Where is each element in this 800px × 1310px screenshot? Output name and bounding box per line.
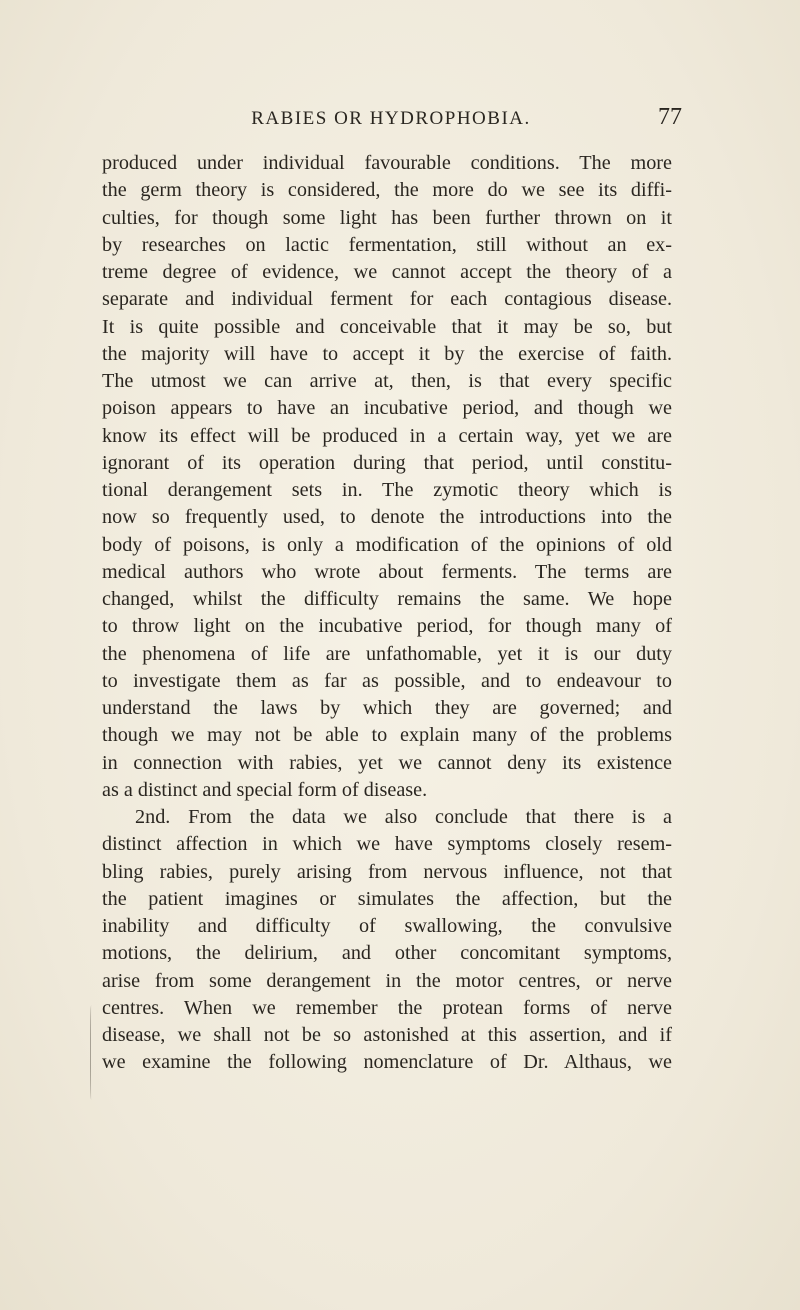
text-line: 2nd. From the data we also conclude that there is a (135, 806, 672, 828)
text-line: the patient imagines or simulates the affection, but the (102, 887, 672, 910)
text-line: separate and individual ferment for each contagious disease. (102, 288, 672, 311)
text-line: poison appears to have an incubative period, and though we (102, 397, 672, 420)
text-line: we examine the following nomenclature of Dr. Althaus, we (102, 1051, 672, 1074)
text-line: to investigate them as far as possible, and to endeavour to (102, 669, 672, 692)
paragraph-1 (102, 150, 672, 804)
text-line: now so frequently used, to denote the introductions into the (102, 506, 672, 529)
text-line: medical authors who wrote about ferments. The terms are (102, 560, 672, 583)
text-line: treme degree of evidence, we cannot accept the theory of a (102, 261, 672, 283)
text-line: produced under individual favourable conditions. The more (102, 152, 672, 174)
text-line: It is quite possible and conceivable that it may be so, but (102, 315, 672, 338)
text-line: body of poisons, is only a modification of the opinions of old (102, 533, 672, 556)
text-line: culties, for though some light has been further thrown on it (102, 206, 672, 229)
text-line: though we may not be able to explain many of the problems (102, 724, 672, 747)
running-head-title: RABIES OR HYDROPHOBIA. (251, 108, 531, 129)
text-line: bling rabies, purely arising from nervous influence, not that (102, 860, 672, 883)
text-line: centres. When we remember the protean forms of nerve (102, 996, 672, 1019)
text-line: know its effect will be produced in a certain way, yet we are (102, 424, 672, 447)
text-line: inability and difficulty of swallowing, the convulsive (102, 915, 672, 937)
text-line: as a distinct and special form of disease. (102, 778, 428, 801)
text-line: arise from some derangement in the motor centres, or nerve (102, 969, 672, 992)
text-line: changed, whilst the difficulty remains the same. We hope (102, 588, 672, 610)
text-line: the majority will have to accept it by the exercise of faith. (102, 342, 672, 365)
text-line: disease, we shall not be so astonished at this assertion, and if (102, 1024, 672, 1046)
text-line: by researches on lactic fermentation, still without an ex- (102, 233, 672, 256)
page-number: 77 (658, 104, 682, 130)
text-line: The utmost we can arrive at, then, is that every specific (102, 370, 672, 392)
text-line: to throw light on the incubative period, for though many of (102, 615, 672, 638)
text-line: distinct affection in which we have symptoms closely resem- (102, 833, 672, 856)
body-text (102, 150, 672, 1077)
paragraph-2 (102, 804, 672, 1077)
margin-pencil-mark (90, 1005, 93, 1100)
text-line: understand the laws by which they are governed; and (102, 697, 672, 719)
text-line: the germ theory is considered, the more do we see its diffi- (102, 179, 672, 202)
text-line: the phenomena of life are unfathomable, yet it is our duty (102, 642, 672, 665)
text-line: motions, the delirium, and other concomitant symptoms, (102, 942, 672, 965)
text-line: tional derangement sets in. The zymotic theory which is (102, 479, 672, 501)
running-head (100, 104, 682, 134)
text-line: in connection with rabies, yet we cannot deny its existence (102, 751, 672, 774)
text-line: ignorant of its operation during that period, until constitu- (102, 451, 672, 474)
